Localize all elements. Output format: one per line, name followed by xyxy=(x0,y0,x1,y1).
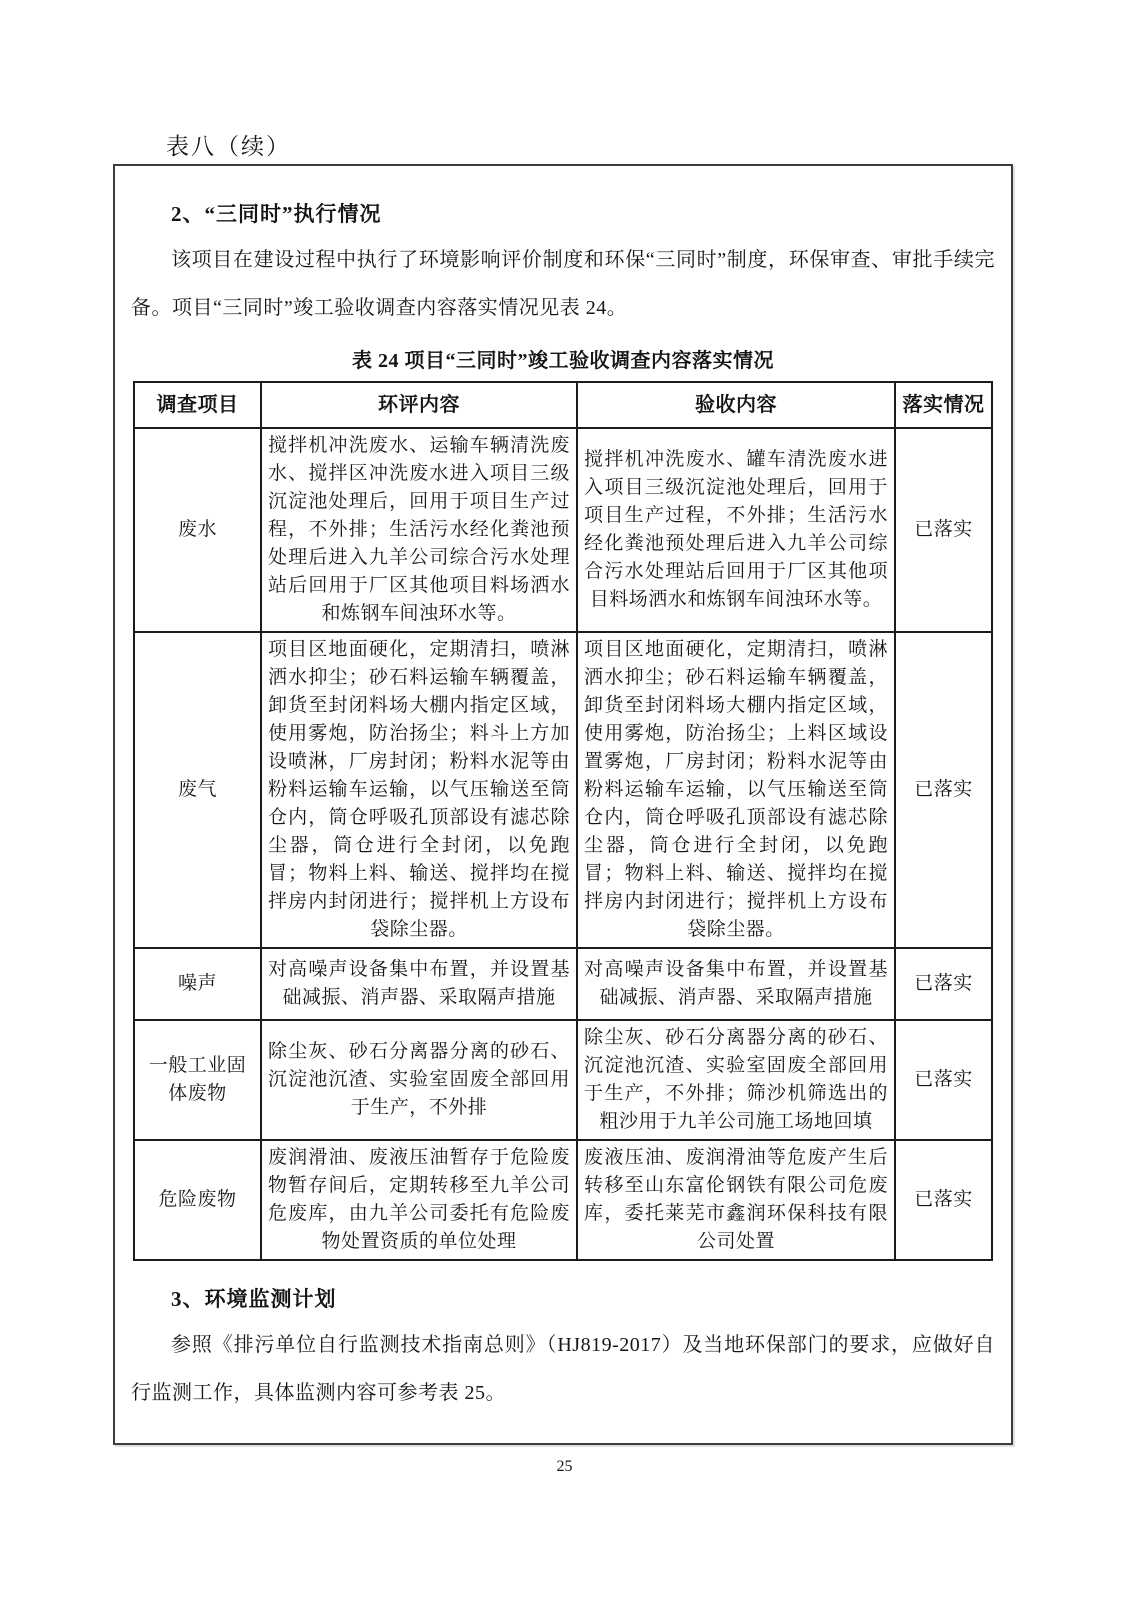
col-header-survey-item: 调查项目 xyxy=(134,382,261,428)
table-row-waste-gas xyxy=(134,632,992,948)
section-monitoring-heading: 3、环境监测计划 xyxy=(171,1287,337,1311)
cell-status: 已落实 xyxy=(895,1020,992,1140)
cell-status: 已落实 xyxy=(895,1140,992,1260)
cell-status: 已落实 xyxy=(895,632,992,948)
table-row-wastewater xyxy=(134,428,992,632)
page-number: 25 xyxy=(556,1458,573,1475)
cell-eia: 除尘灰、砂石分离器分离的砂石、沉淀池沉渣、实验室固废全部回用于生产，不外排 xyxy=(261,1020,577,1140)
cell-acceptance: 项目区地面硬化，定期清扫，喷淋洒水抑尘；砂石料运输车辆覆盖，卸货至封闭料场大棚内指定区域，使用雾炮，防治扬尘；上料区域设置雾炮，厂房封闭；粉料水泥等由粉料运输车运输，以气压输送至筒仓内，筒仓呼吸孔顶部设有滤芯除尘器，筒仓进行全封闭，以免跑冒；物料上料、输送、搅拌均在搅拌房内封闭进行；搅拌机上方设布袋除尘器。 xyxy=(577,632,895,948)
cell-status: 已落实 xyxy=(895,428,992,632)
cell-item: 危险废物 xyxy=(134,1140,261,1260)
col-header-acceptance-content: 验收内容 xyxy=(577,382,895,428)
table-row-general-solid-waste xyxy=(134,1020,992,1140)
content-frame xyxy=(113,164,1013,1445)
cell-item: 一般工业固体废物 xyxy=(134,1020,261,1140)
cell-item: 废水 xyxy=(134,428,261,632)
cell-acceptance: 除尘灰、砂石分离器分离的砂石、沉淀池沉渣、实验室固废全部回用于生产，不外排；筛沙机筛选出的粗沙用于九羊公司施工场地回填 xyxy=(577,1020,895,1140)
page-title: 表八（续） xyxy=(166,134,291,159)
cell-eia: 项目区地面硬化，定期清扫，喷淋洒水抑尘；砂石料运输车辆覆盖，卸货至封闭料场大棚内指定区域，使用雾炮，防治扬尘；料斗上方加设喷淋，厂房封闭；粉料水泥等由粉料运输车运输，以气压输送至筒仓内，筒仓呼吸孔顶部设有滤芯除尘器，筒仓进行全封闭，以免跑冒；物料上料、输送、搅拌均在搅拌房内封闭进行；搅拌机上方设布袋除尘器。 xyxy=(261,632,577,948)
cell-acceptance: 废液压油、废润滑油等危废产生后转移至山东富伦钢铁有限公司危废库，委托莱芜市鑫润环保科技有限公司处置 xyxy=(577,1140,895,1260)
col-header-implementation-status: 落实情况 xyxy=(895,382,992,428)
cell-item: 噪声 xyxy=(134,948,261,1020)
table24-title: 表 24 项目“三同时”竣工验收调查内容落实情况 xyxy=(352,350,774,372)
cell-eia: 对高噪声设备集中布置，并设置基础减振、消声器、采取隔声措施 xyxy=(261,948,577,1020)
cell-acceptance: 对高噪声设备集中布置，并设置基础减振、消声器、采取隔声措施 xyxy=(577,948,895,1020)
cell-status: 已落实 xyxy=(895,948,992,1020)
col-header-eia-content: 环评内容 xyxy=(261,382,577,428)
table-row-noise xyxy=(134,948,992,1020)
cell-eia: 废润滑油、废液压油暂存于危险废物暂存间后，定期转移至九羊公司危废库，由九羊公司委托有危险废物处置资质的单位处理 xyxy=(261,1140,577,1260)
section-monitoring-paragraph: 参照《排污单位自行监测技术指南总则》（HJ819-2017）及当地环保部门的要求，应做好自行监测工作，具体监测内容可参考表 25。 xyxy=(131,1334,995,1404)
table-row-hazardous-waste xyxy=(134,1140,992,1260)
cell-item: 废气 xyxy=(134,632,261,948)
cell-eia: 搅拌机冲洗废水、运输车辆清洗废水、搅拌区冲洗废水进入项目三级沉淀池处理后，回用于项目生产过程，不外排；生活污水经化粪池预处理后进入九羊公司综合污水处理站后回用于厂区其他项目料场洒水和炼钢车间浊环水等。 xyxy=(261,428,577,632)
table24 xyxy=(133,381,993,1261)
section-execution-paragraph: 该项目在建设过程中执行了环境影响评价制度和环保“三同时”制度，环保审查、审批手续完备。项目“三同时”竣工验收调查内容落实情况见表 24。 xyxy=(131,249,995,319)
section-execution-heading: 2、“三同时”执行情况 xyxy=(171,202,382,226)
table24-header-row xyxy=(134,382,992,428)
cell-acceptance: 搅拌机冲洗废水、罐车清洗废水进入项目三级沉淀池处理后，回用于项目生产过程，不外排；生活污水经化粪池预处理后进入九羊公司综合污水处理站后回用于厂区其他项目料场洒水和炼钢车间浊环水等。 xyxy=(577,428,895,632)
